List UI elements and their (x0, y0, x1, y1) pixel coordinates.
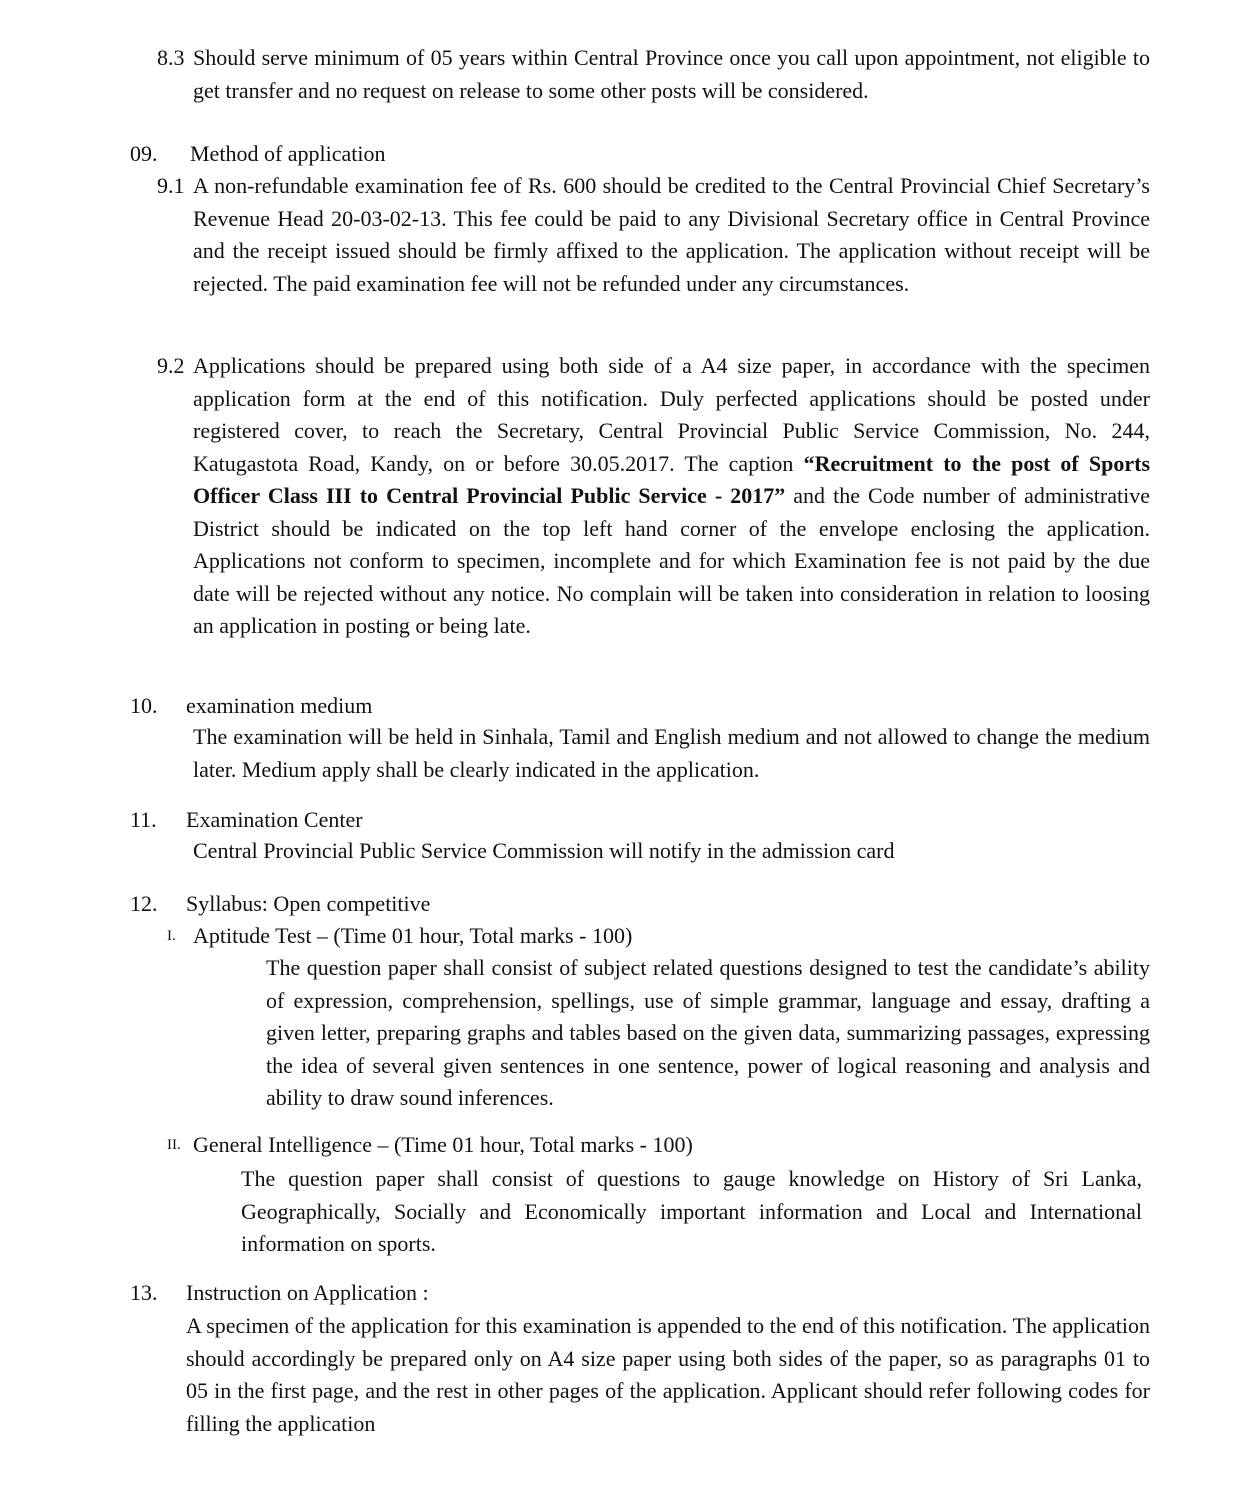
section-number-13: 13. (130, 1280, 158, 1305)
clause-9-2-text (193, 350, 1150, 643)
clause-8-3-text: Should serve minimum of 05 years within Central Province once you call upon appointment, not eligible to get transfer and no request on release to some other posts will be considered. (193, 45, 1150, 103)
aptitude-test-text: The question paper shall consist of subject related questions designed to test the candidate’s ability of expression, comprehension, spellings, use of simple grammar, language and essay, drafting a given letter, preparing graphs and tables based on the given data, summarizing passages, expressing the idea of several given sentences in one sentence, power of logical reasoning and analysis and ability to draw sound inferences. (266, 955, 1150, 1110)
section-11-heading: Examination Center (186, 807, 363, 832)
section-number-12: 12. (130, 891, 158, 916)
section-12-heading: Syllabus: Open competitive (186, 891, 431, 916)
section-13-text: A specimen of the application for this examination is appended to the end of this notification. The application should accordingly be prepared only on A4 size paper using both sides of the paper, so as paragraphs 01 to 05 in the first page, and the rest in other pages of the application. Applicant should refer following codes for filling the application (186, 1313, 1150, 1436)
subsection-number-ii: II. (167, 1137, 181, 1153)
section-number-10: 10. (130, 693, 158, 718)
section-number-09: 09. (130, 141, 158, 166)
section-10-heading: examination medium (186, 693, 373, 718)
recruitment-caption: “Recruitment to the post of Sports Officer Class III to Central Provincial Public Service - 2017” (193, 450, 1151, 508)
section-13-heading: Instruction on Application : (186, 1280, 429, 1305)
general-intelligence-text: The question paper shall consist of questions to gauge knowledge on History of Sri Lanka, Geographically, Socially and Economically important information and Local and International information on sports. (241, 1166, 1142, 1256)
clause-9-2-text-part-b: and the Code number of administrative District should be indicated on the top left hand corner of the envelope enclosing the application. Applications not conform to specimen, incomplete and for which Examination fee is not paid by the due date will be rejected without any notice. No complain will be taken into consideration in relation to loosing an application in posting or being late. (193, 483, 1150, 638)
section-10-text: The examination will be held in Sinhala, Tamil and English medium and not allowed to change the medium later. Medium apply shall be clearly indicated in the application. (193, 724, 1150, 782)
clause-number-8-3: 8.3 (157, 45, 185, 70)
general-intelligence-heading: General Intelligence – (Time 01 hour, Total marks - 100) (193, 1132, 693, 1157)
clause-number-9-2: 9.2 (157, 353, 185, 378)
section-11-text: Central Provincial Public Service Commission will notify in the admission card (193, 838, 895, 863)
clause-9-2-text-part-a: Applications should be prepared using both side of a A4 size paper, in accordance with the specimen application form at the end of this notification. Duly perfected applications should be posted under registered cover, to reach the Secretary, Central Provincial Public Service Commission, No. 244, Katugastota Road, Kandy, on or before 30.05.2017. The caption (193, 353, 1150, 476)
clause-number-9-1: 9.1 (157, 173, 185, 198)
section-number-11: 11. (130, 807, 157, 832)
aptitude-test-heading: Aptitude Test – (Time 01 hour, Total marks - 100) (193, 923, 633, 948)
section-09-heading: Method of application (190, 141, 386, 166)
subsection-number-i: I. (167, 928, 176, 944)
clause-9-1-text: A non-refundable examination fee of Rs. 600 should be credited to the Central Provincial Chief Secretary’s Revenue Head 20-03-02-13. This fee could be paid to any Divisional Secretary office in Central Province and the receipt issued should be firmly affixed to the application. The application without receipt will be rejected. The paid examination fee will not be refunded under any circumstances. (193, 173, 1150, 296)
